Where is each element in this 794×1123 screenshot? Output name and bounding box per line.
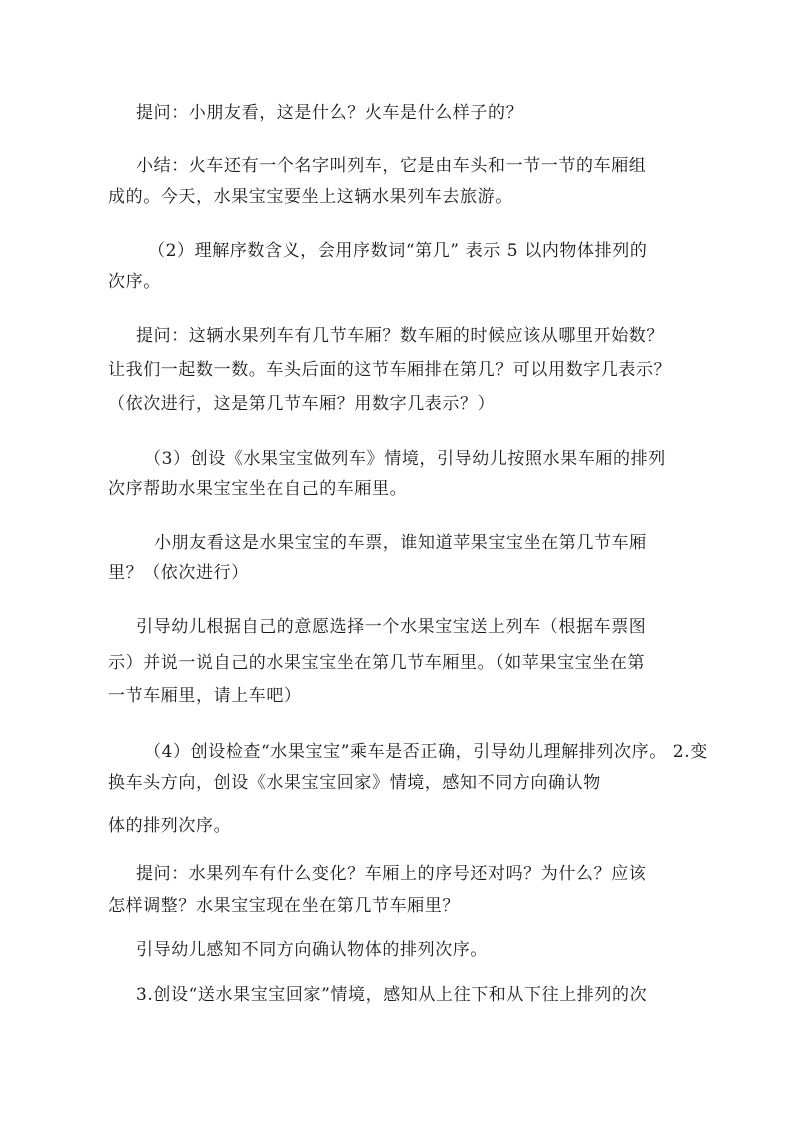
paragraph-line: 让我们一起数一数。车头后面的这节车厢排在第几？可以用数字几表示？ <box>108 360 672 380</box>
paragraph-line: （4）创设检查“水果宝宝”乘车是否正确，引导幼儿理解排列次序。 2.变 <box>144 742 708 762</box>
paragraph-line: 示）并说一说自己的水果宝宝坐在第几节车厢里。（如苹果宝宝坐在第 <box>108 653 646 673</box>
paragraph-line: 小朋友看这是水果宝宝的车票，谁知道苹果宝宝坐在第几节车厢 <box>154 533 647 553</box>
paragraph-line: （2）理解序数含义，会用序数词“第几” 表示 5 以内物体排列的 <box>148 241 648 261</box>
paragraph-line: 提问：这辆水果列车有几节车厢？数车厢的时候应该从哪里开始数？ <box>136 326 664 346</box>
paragraph-line: （3）创设《水果宝宝做列车》情境，引导幼儿按照水果车厢的排列 <box>144 449 666 469</box>
paragraph-line: 次序帮助水果宝宝坐在自己的车厢里。 <box>108 479 408 499</box>
paragraph-line: （依次进行，这是第几节车厢？用数字几表示？） <box>108 394 496 414</box>
paragraph-line: 引导幼儿根据自己的意愿选择一个水果宝宝送上列车（根据车票图 <box>136 617 647 637</box>
paragraph-line: 成的。今天，水果宝宝要坐上这辆水果列车去旅游。 <box>108 187 513 207</box>
paragraph-line: 提问：水果列车有什么变化？车厢上的序号还对吗？为什么？应该 <box>136 864 647 884</box>
paragraph-line: 小结：火车还有一个名字叫列车，它是由车头和一节一节的车厢组 <box>136 156 647 176</box>
paragraph-line: 换车头方向，创设《水果宝宝回家》情境，感知不同方向确认物 <box>108 773 601 793</box>
paragraph-line: 引导幼儿感知不同方向确认物体的排列次序。 <box>136 940 488 960</box>
paragraph-line: 次序。 <box>108 272 161 292</box>
paragraph-line: 3.创设“送水果宝宝回家”情境，感知从上往下和从下往上排列的次 <box>136 985 648 1005</box>
paragraph-line: 一节车厢里，请上车吧） <box>108 686 302 706</box>
paragraph-line: 里？（依次进行） <box>108 563 249 583</box>
paragraph-line: 怎样调整？水果宝宝现在坐在第几节车厢里？ <box>108 896 460 916</box>
paragraph-line: 提问：小朋友看，这是什么？火车是什么样子的？ <box>136 103 524 123</box>
paragraph-line: 体的排列次序。 <box>108 816 232 836</box>
